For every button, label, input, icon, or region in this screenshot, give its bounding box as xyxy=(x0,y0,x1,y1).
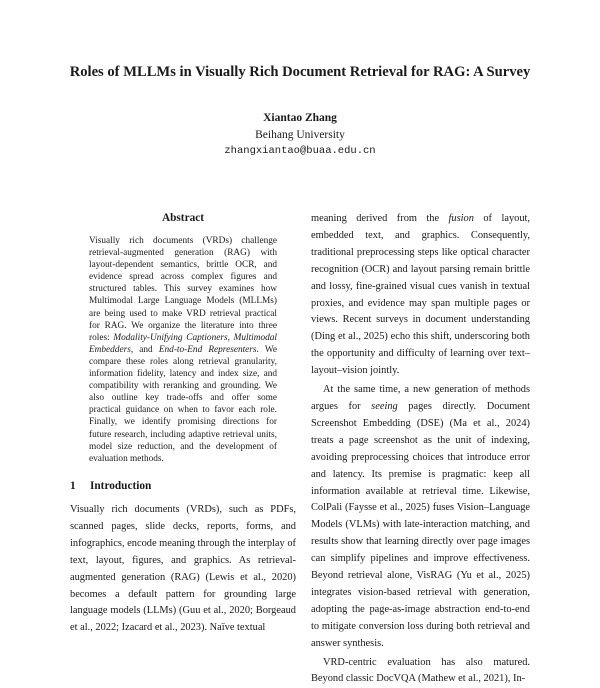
author-name: Xiantao Zhang xyxy=(263,112,337,124)
author-email[interactable]: zhangxiantao@buaa.edu.cn xyxy=(224,145,376,157)
abstract-role-representers: End-to-End Representers xyxy=(158,344,257,355)
section-number: 1 xyxy=(70,480,76,492)
right-column-text xyxy=(311,211,530,688)
right-p2-a: At the same time, a new generation of methods argues for xyxy=(311,384,530,412)
right-paragraph-2 xyxy=(311,382,530,653)
abstract-part2: . We compare these roles along retrieval granularity, information fidelity, latency and index size, and compatibility with reranking and grounding. We also outline key trade-offs and offer some practical guidance on when to favor each role. Finally, we identify promising directions for future research, including adaptive retrieval units, model size reduction, and the development of evaluation methods. xyxy=(89,344,277,464)
abstract-part1: Visually rich documents (VRDs) challenge retrieval-augmented generation (RAG) with layout-dependent semantics, brittle OCR, and evidence spread across complex figures and structured tables. This survey examines how Multimodal Large Language Models (MLLMs) are being used to make VRD retrieval practical for RAG. We organize the literature into three roles: xyxy=(89,236,277,343)
right-p1-a: meaning derived from the xyxy=(311,213,449,224)
abstract-text xyxy=(89,235,277,465)
abstract-role-captioners: Modality-Unifying Captioners xyxy=(113,332,228,343)
abstract-sep2: , and xyxy=(130,344,159,355)
abstract-role-embedders: Multimodal Embedders xyxy=(89,332,277,355)
abstract-sep1: , xyxy=(227,332,234,343)
abstract-heading: Abstract xyxy=(161,212,205,224)
right-p1-b: of layout, embedded text, and graphics. Consequently, traditional preprocessing steps like optical character recognition (OCR) and layout parsing remain brittle and lossy, fine-grained visual cues vanish in textual proxies, and evidence may span multiple pages or views. Recent surveys in document understanding (Ding et al., 2025) echo this shift, underscoring both the opportunity and difficulty of learning over text–layout–vision jointly. xyxy=(311,213,531,377)
right-p2-b: pages directly. Document Screenshot Embedding (DSE) (Ma et al., 2024) treats a page screenshot as the unit of indexing, avoiding preprocessing choices that introduce error and latency. Its premise is pragmatic: keep all information available at retrieval time. Likewise, ColPali (Faysse et al., 2025) fuses Vision–Language Models (VLMs) with late-interaction matching, and results show that learning directly over page images can simplify pipelines and improve effectiveness. Beyond retrieval alone, VisRAG (Yu et al., 2025) integrates vision-based retrieval with generation, adopting the page-as-image abstraction end-to-end to mitigate conversion loss during both retrieval and answer synthesis. xyxy=(311,400,530,649)
right-p2-seeing: seeing xyxy=(371,400,398,412)
section-heading-introduction xyxy=(70,480,151,492)
right-paragraph-1 xyxy=(311,211,530,380)
author-affiliation: Beihang University xyxy=(255,129,345,141)
introduction-body: Visually rich documents (VRDs), such as PDFs, scanned pages, slide decks, reports, forms, and infographics, encode meaning through the interplay of text, layout, figures, and graphics. As retrieval-augmented generation (RAG) (Lewis et al., 2020) becomes a default pattern for grounding large language models (LLMs) (Guu et al., 2020; Borgeaud et al., 2022; Izacard et al., 2023). Naïve textual xyxy=(70,504,296,634)
section-title: Introduction xyxy=(90,480,152,492)
paper-title: Roles of MLLMs in Visually Rich Document Retrieval for RAG: A Survey xyxy=(69,64,531,80)
right-p1-fusion: fusion xyxy=(448,213,474,224)
right-paragraph-3: VRD-centric evaluation has also matured. Beyond classic DocVQA (Mathew et al., 2021), In- xyxy=(311,656,530,685)
